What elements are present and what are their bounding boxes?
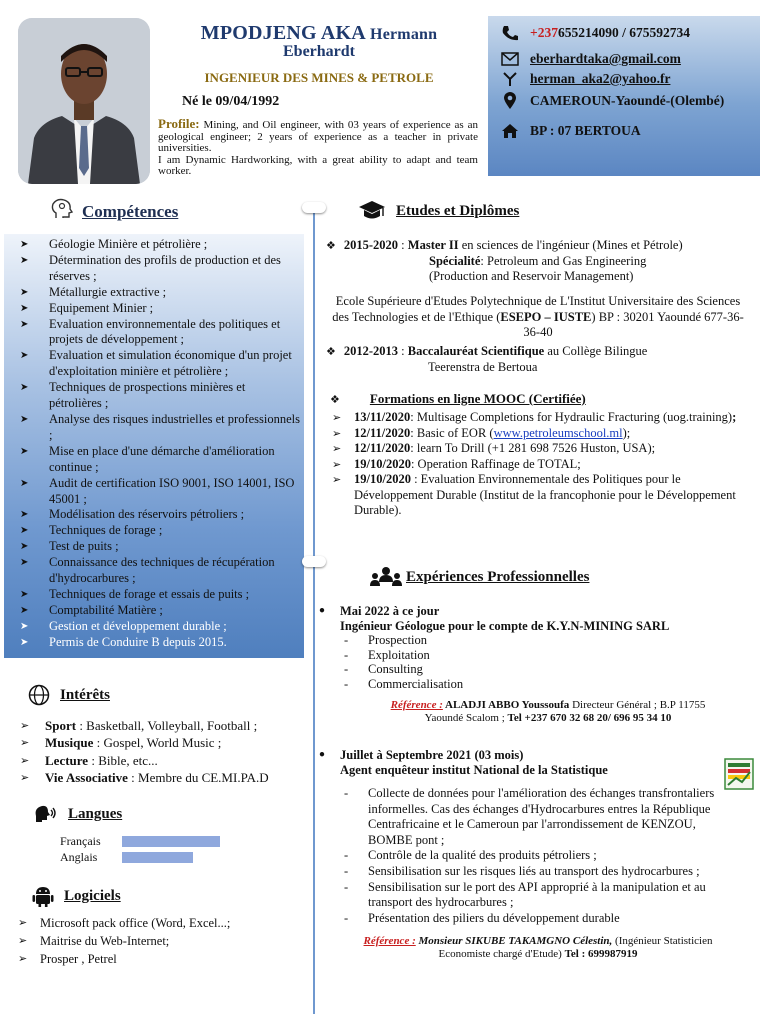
list-item: [18, 752, 269, 769]
institute-logo: [724, 758, 754, 790]
po-box-text: BP : 07 BERTOUA: [530, 123, 641, 138]
reference-name: ALADJI ABBO Youssoufa: [442, 699, 570, 711]
edu-specialty-2: (Production and Reservoir Management): [429, 269, 634, 283]
graduation-cap-icon: [358, 200, 386, 222]
education-heading: [358, 200, 519, 222]
contact-po-box: [500, 122, 641, 140]
language-level-bar: [122, 836, 220, 847]
phone-number: 655214090 / 675592734: [557, 25, 690, 40]
middle-name: Eberhardt: [283, 43, 355, 60]
job-role: Agent enquêteur institut National de la Statistique: [340, 762, 608, 777]
job-date: • Mai 2022 à ce jour: [318, 604, 758, 619]
reference-label: Référence :: [390, 699, 443, 711]
mooc-date: 12/11/2020: [354, 441, 411, 455]
skill-item: ➤ Equipement Minier ;: [4, 301, 300, 317]
job-role: Ingénieur Géologue pour le compte de K.Y.N-MINING SARL: [340, 618, 670, 633]
edu-school: Teerenstra de Bertoua: [428, 359, 538, 374]
list-item: - Sensibilisation sur les risques liés au transport des hydrocarbures ;: [344, 864, 728, 880]
email-link-2[interactable]: herman_aka2@yahoo.fr: [530, 71, 671, 86]
contact-location: [500, 92, 724, 110]
job-task-list: [344, 786, 728, 926]
edu-years: 2015-2020: [343, 238, 399, 252]
mooc-text: : Multisage Completions for Hydraulic Fracturing (uog.training): [410, 410, 733, 424]
list-item: - Commercialisation: [344, 677, 758, 692]
job-reference: [318, 935, 758, 961]
mooc-text: : Operation Raffinage de TOTAL;: [410, 456, 581, 471]
people-network-icon: [370, 566, 402, 588]
interests-list: [18, 717, 269, 786]
software-heading: [32, 884, 121, 908]
list-item: - Présentation des piliers du développement durable: [344, 911, 728, 927]
location-pin-icon: [500, 92, 520, 110]
skills-heading: [50, 198, 178, 225]
job-entry: [318, 604, 758, 725]
mooc-text: : learn To Drill (+1 281 698 7526 Huston, USA);: [410, 441, 656, 455]
phone-prefix: +237: [530, 25, 558, 40]
list-item: [332, 457, 752, 473]
education-heading-text: Etudes et Diplômes: [396, 202, 520, 219]
education-bac: [326, 344, 746, 375]
skill-item: ➤ Techniques de prospections minières et pétrolières ;: [4, 380, 300, 412]
mooc-tail: );: [622, 425, 631, 440]
school-code: ESEPO – IUSTE: [500, 309, 592, 324]
interests-heading: [28, 684, 110, 706]
mooc-text: : Evaluation Environnementale des Politiques pour le Développement Durable (Institut de la francophonie pour le Développement Durable).: [354, 472, 736, 517]
interest-label: Lecture: [45, 752, 89, 768]
job-title: INGENIEUR DES MINES & PETROLE: [204, 70, 434, 85]
job-reference: [318, 699, 758, 725]
list-item: [332, 426, 752, 442]
list-item: ➢ Microsoft pack office (Word, Excel...;: [18, 914, 230, 932]
person-silhouette-icon: [18, 18, 150, 184]
skill-item: ➤ Evaluation environnementale des politiques et projets de développement ;: [4, 317, 300, 349]
contact-box: [488, 16, 760, 176]
diamond-bullet-icon: ❖: [326, 239, 336, 252]
list-item: ➢ Maitrise du Web-Internet;: [18, 932, 230, 950]
list-item: [18, 734, 269, 751]
school-contact: ) BP : 30201 Yaoundé 677-36-36-40: [523, 309, 744, 339]
list-item: - Collecte de données pour l'amélioration des échanges transfrontaliers informelles. Cas des échanges d'Hydrocarbures entres la République Centrafricaine et le Cameroun par l'arrondissement de KENZOU, BOMBE pont ;: [344, 786, 728, 848]
interest-text: : Gospel, World Music ;: [93, 735, 222, 751]
job-task-list: [344, 633, 758, 691]
skill-item: ➤ Géologie Minière et pétrolière ;: [4, 237, 300, 253]
skill-item: ➤ Gestion et développement durable ;: [4, 619, 300, 635]
email-link-1[interactable]: eberhardtaka@gmail.com: [530, 51, 681, 66]
list-item: [332, 441, 752, 457]
profile-summary: [158, 118, 478, 178]
mail-icon: [500, 50, 520, 68]
divider-knob: [302, 202, 326, 213]
diamond-bullet-icon: ❖: [330, 393, 340, 406]
interest-text: : Basketball, Volleyball, Football ;: [76, 718, 258, 733]
list-item: - Consulting: [344, 662, 758, 677]
contact-phone: [500, 24, 690, 42]
languages-heading-text: Langues: [68, 805, 123, 822]
skill-item: ➤ Permis de Conduire B depuis 2015.: [4, 635, 300, 651]
skills-list: [4, 237, 300, 651]
interest-label: Musique: [45, 735, 94, 751]
edu-separator: :: [398, 344, 408, 358]
list-item: - Prospection: [344, 633, 758, 648]
mooc-date: 13/11/2020: [354, 410, 411, 424]
school-name: Ecole Supérieure d'Etudes Polytechnique de L'Institut Universitaire des Sciences des Technologies et de l'Ethique (: [332, 294, 741, 324]
skill-item: ➤ Mise en place d'une démarche d'amélioration continue ;: [4, 444, 300, 476]
first-name: Hermann: [370, 26, 438, 43]
mooc-list: [332, 410, 752, 519]
contact-email-2: [500, 70, 670, 88]
school-address: [326, 294, 750, 341]
list-item: ➢ Prosper , Petrel: [18, 950, 230, 968]
mooc-url-link[interactable]: www.petroleumschool.ml: [493, 425, 623, 440]
list-item: [18, 717, 269, 734]
profile-label: Profile:: [158, 116, 200, 131]
android-robot-icon: [32, 884, 54, 908]
list-item: - Exploitation: [344, 648, 758, 663]
edu-separator: :: [398, 238, 408, 252]
languages-heading: [34, 804, 122, 824]
edu-years: 2012-2013: [343, 344, 399, 358]
edu-specialty: : Petroleum and Gas Engineering: [480, 253, 647, 268]
skill-item: ➤ Modélisation des réservoirs pétroliers ;: [4, 507, 300, 523]
profile-text-2: I am Dynamic Hardworking, with a great ability to adapt and team worker.: [158, 153, 478, 178]
language-name: Français: [60, 834, 101, 848]
skill-item: ➤ Techniques de forage ;: [4, 523, 300, 539]
home-icon: [500, 122, 520, 140]
reference-address: Economiste chargé d'Etude): [438, 948, 565, 961]
edu-degree-detail: au Collège Bilingue: [544, 344, 648, 358]
globe-icon: [28, 684, 50, 706]
edu-degree: Master II: [407, 238, 459, 252]
experience-heading-text: Expériences Professionnelles: [406, 568, 590, 585]
skill-item: ➤ Techniques de forage et essais de puits ;: [4, 587, 300, 603]
candidate-name: [158, 22, 480, 61]
language-level-bar: [122, 852, 193, 863]
skills-heading-text: Compétences: [82, 201, 179, 221]
mooc-text: : Basic of EOR (: [410, 425, 494, 440]
skill-item: ➤ Evaluation et simulation économique d'un projet d'exploitation minière et pétrolière ;: [4, 348, 300, 380]
profile-text: Mining, and Oil engineer, with 03 years of experience as an geological engineer; 2 years of experience as a teacher in private universities.: [158, 119, 478, 155]
edu-specialty-label: Spécialité: [429, 253, 481, 268]
skill-item: ➤ Analyse des risques industrielles et professionnels ;: [4, 412, 300, 444]
list-item: [18, 769, 269, 786]
diamond-bullet-icon: ❖: [326, 345, 336, 358]
mooc-date: 19/10/2020: [354, 472, 411, 486]
education-master: [326, 238, 746, 285]
last-name: MPODJENG AKA: [200, 22, 365, 44]
phone-icon: [500, 24, 520, 42]
contact-email-1: [500, 50, 681, 68]
mooc-tail: ;: [732, 410, 737, 424]
speaking-head-icon: [34, 804, 58, 824]
divider-knob: [302, 556, 326, 567]
interest-label: Sport: [45, 718, 77, 733]
reference-role: Directeur Général ; B.P 11755: [569, 699, 706, 711]
mooc-date: 19/10/2020: [354, 456, 411, 471]
location-text: CAMEROUN-Yaoundé-(Olembé): [530, 93, 725, 108]
skill-item: ➤ Comptabilité Matière ;: [4, 603, 300, 619]
interest-label: Vie Associative: [45, 769, 128, 785]
experience-heading: [370, 566, 589, 588]
job-entry: [318, 748, 758, 961]
list-item: - Sensibilisation sur le port des API approprié à la manipulation et au transport des hydrocarbures ;: [344, 880, 728, 911]
antenna-icon: [500, 70, 520, 88]
job-date: • Juillet à Septembre 2021 (03 mois): [318, 748, 758, 763]
reference-phone: Tel : 699987919: [564, 948, 638, 961]
skill-item: ➤ Métallurgie extractive ;: [4, 285, 300, 301]
reference-name: Monsieur SIKUBE TAKAMGNO Célestin,: [415, 935, 613, 948]
mooc-date: 12/11/2020: [354, 425, 411, 440]
skill-item: ➤ Détermination des profils de production et des réserves ;: [4, 253, 300, 285]
list-item: - Contrôle de la qualité des produits pétroliers ;: [344, 848, 728, 864]
interest-text: : Membre du CE.MI.PA.D: [127, 769, 269, 785]
skill-item: ➤ Connaissance des techniques de récupération d'hydrocarbures ;: [4, 555, 300, 587]
list-item: [332, 410, 752, 426]
mooc-heading: [330, 391, 586, 407]
software-heading-text: Logiciels: [64, 887, 121, 904]
brain-head-icon: [50, 198, 74, 225]
interests-heading-text: Intérêts: [60, 686, 110, 703]
list-item: [332, 472, 752, 519]
skill-item: ➤ Test de puits ;: [4, 539, 300, 555]
column-divider: [313, 206, 315, 1014]
date-of-birth: Né le 09/04/1992: [182, 94, 280, 109]
reference-phone: Tel +237 670 32 68 20/ 696 95 34 10: [507, 712, 672, 724]
skill-item: ➤ Audit de certification ISO 9001, ISO 14001, ISO 45001 ;: [4, 476, 300, 508]
language-name: Anglais: [60, 850, 98, 864]
reference-role: (Ingénieur Statisticien: [612, 935, 713, 948]
edu-degree-detail: en sciences de l'ingénieur (Mines et Pétrole): [458, 238, 683, 252]
software-list: [18, 914, 230, 968]
profile-photo: [18, 18, 150, 184]
mooc-heading-text: Formations en ligne MOOC (Certifiée): [369, 391, 586, 406]
reference-label: Référence :: [363, 935, 416, 948]
edu-degree: Baccalauréat Scientifique: [407, 344, 545, 358]
interest-text: : Bible, etc...: [88, 752, 158, 768]
reference-address: Yaoundé Scalom ;: [424, 712, 508, 724]
skills-box: [4, 234, 304, 658]
